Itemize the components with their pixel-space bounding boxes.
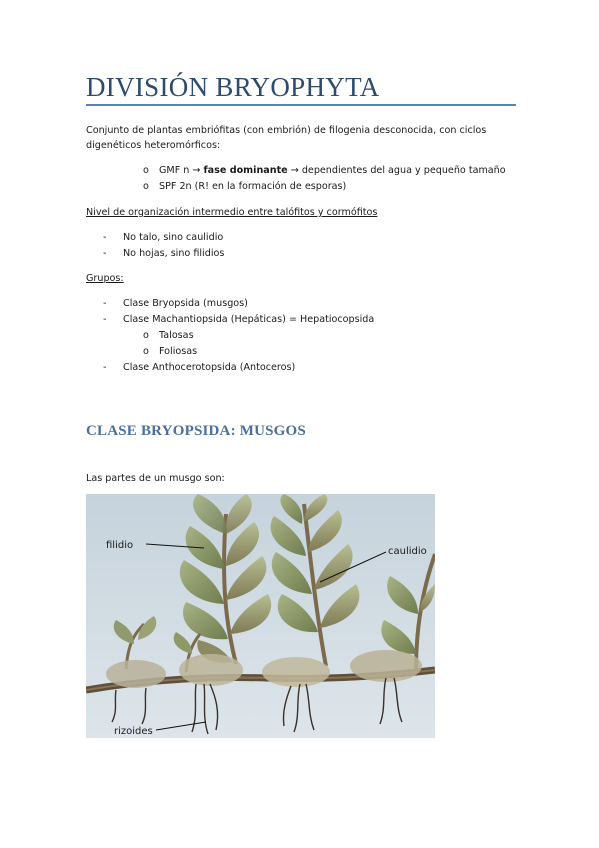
organization-heading: Nivel de organización intermedio entre talófitos y cormófitos	[86, 207, 378, 218]
list-item: o Foliosas	[143, 346, 198, 357]
bullet-marker: o	[143, 346, 149, 357]
cycle-item-sporophyte: o SPF 2n (R! en la formación de esporas)	[143, 181, 347, 192]
svg-text:caulidio: caulidio	[388, 546, 427, 557]
list-item: - Clase Bryopsida (musgos)	[103, 298, 248, 309]
svg-text:rizoides: rizoides	[114, 726, 153, 737]
bullet-marker: -	[103, 232, 107, 243]
cycle-item-gametophyte: o GMF n → fase dominante → dependientes del agua y pequeño tamaño	[143, 165, 506, 176]
bullet-marker: -	[103, 248, 107, 259]
intro-paragraph: Conjunto de plantas embriófitas (con embrión) de filogenia desconocida, con ciclos digenéticos heteromórficos:	[86, 125, 487, 151]
bullet-marker: o	[143, 165, 149, 176]
section-intro: Las partes de un musgo son:	[86, 473, 225, 484]
groups-heading: Grupos:	[86, 273, 124, 284]
bullet-marker: o	[143, 330, 149, 341]
title-underline	[86, 104, 516, 106]
bullet-marker: -	[103, 314, 107, 325]
list-item: - No talo, sino caulidio	[103, 232, 224, 243]
bullet-marker: -	[103, 298, 107, 309]
svg-text:filidio: filidio	[106, 540, 134, 551]
section-heading: CLASE BRYOPSIDA: MUSGOS	[86, 423, 306, 439]
list-item: - Clase Anthocerotopsida (Antoceros)	[103, 362, 296, 373]
list-item: - Clase Machantiopsida (Hepáticas) = Hepatiocopsida	[103, 314, 375, 325]
bullet-marker: -	[103, 362, 107, 373]
moss-illustration	[86, 494, 435, 738]
bullet-marker: o	[143, 181, 149, 192]
moss-photo	[86, 494, 435, 738]
page-title: DIVISIÓN BRYOPHYTA	[86, 72, 380, 102]
list-item: o Talosas	[143, 330, 194, 341]
list-item: - No hojas, sino filidios	[103, 248, 225, 259]
